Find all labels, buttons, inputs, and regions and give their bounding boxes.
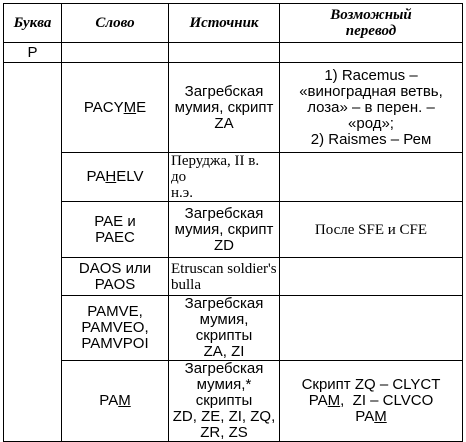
empty-cell [62,43,169,63]
word-cell: PAMVE, PAMVEO, PAMVPOI [62,296,169,361]
header-source: Источник [169,4,280,43]
source-cell: Загребская мумия, скрипт ZD [169,202,280,258]
header-word: Слово [62,4,169,43]
translation-cell [280,296,463,361]
header-translation-line1: Возможный [330,7,412,23]
header-translation-line2: перевод [345,23,397,39]
letter-section-row [4,43,463,63]
table-row [4,63,463,153]
word-cell: PACYME [62,63,169,153]
word-cell: PAHELV [62,153,169,202]
translation-cell: После SFE и CFE [280,202,463,258]
lexicon-table [3,3,463,442]
word-cell: PAE и PAEC [62,202,169,258]
translation-cell [280,258,463,296]
empty-cell [280,43,463,63]
table-row [4,296,463,361]
table-row [4,258,463,296]
empty-cell [169,43,280,63]
table-row [4,153,463,202]
table-row [4,202,463,258]
header-row [4,4,463,43]
table-row [4,361,463,442]
letter-column-cell [4,63,62,442]
word-cell: PAM [62,361,169,442]
section-letter: Р [4,43,62,63]
source-cell: Загребская мумия, скрипты ZA, ZI [169,296,280,361]
translation-cell: Скрипт ZQ – CLYCT PAM, ZI – CLVCO PAM [280,361,463,442]
header-letter: Буква [4,4,62,43]
header-translation [280,4,463,43]
source-cell: Etruscan soldier's bulla [169,258,280,296]
translation-cell: 1) Racemus – «виноградная ветвь, лоза» – в перен. – «род»; 2) Raismes – Рем [280,63,463,153]
translation-cell [280,153,463,202]
source-cell: Загребская мумия, скрипт ZA [169,63,280,153]
source-cell: Перуджа, II в. до н.э. [169,153,280,202]
source-cell: Загребская мумия,* скрипты ZD, ZE, ZI, ZQ, ZR, ZS [169,361,280,442]
word-cell: DAOS или PAOS [62,258,169,296]
